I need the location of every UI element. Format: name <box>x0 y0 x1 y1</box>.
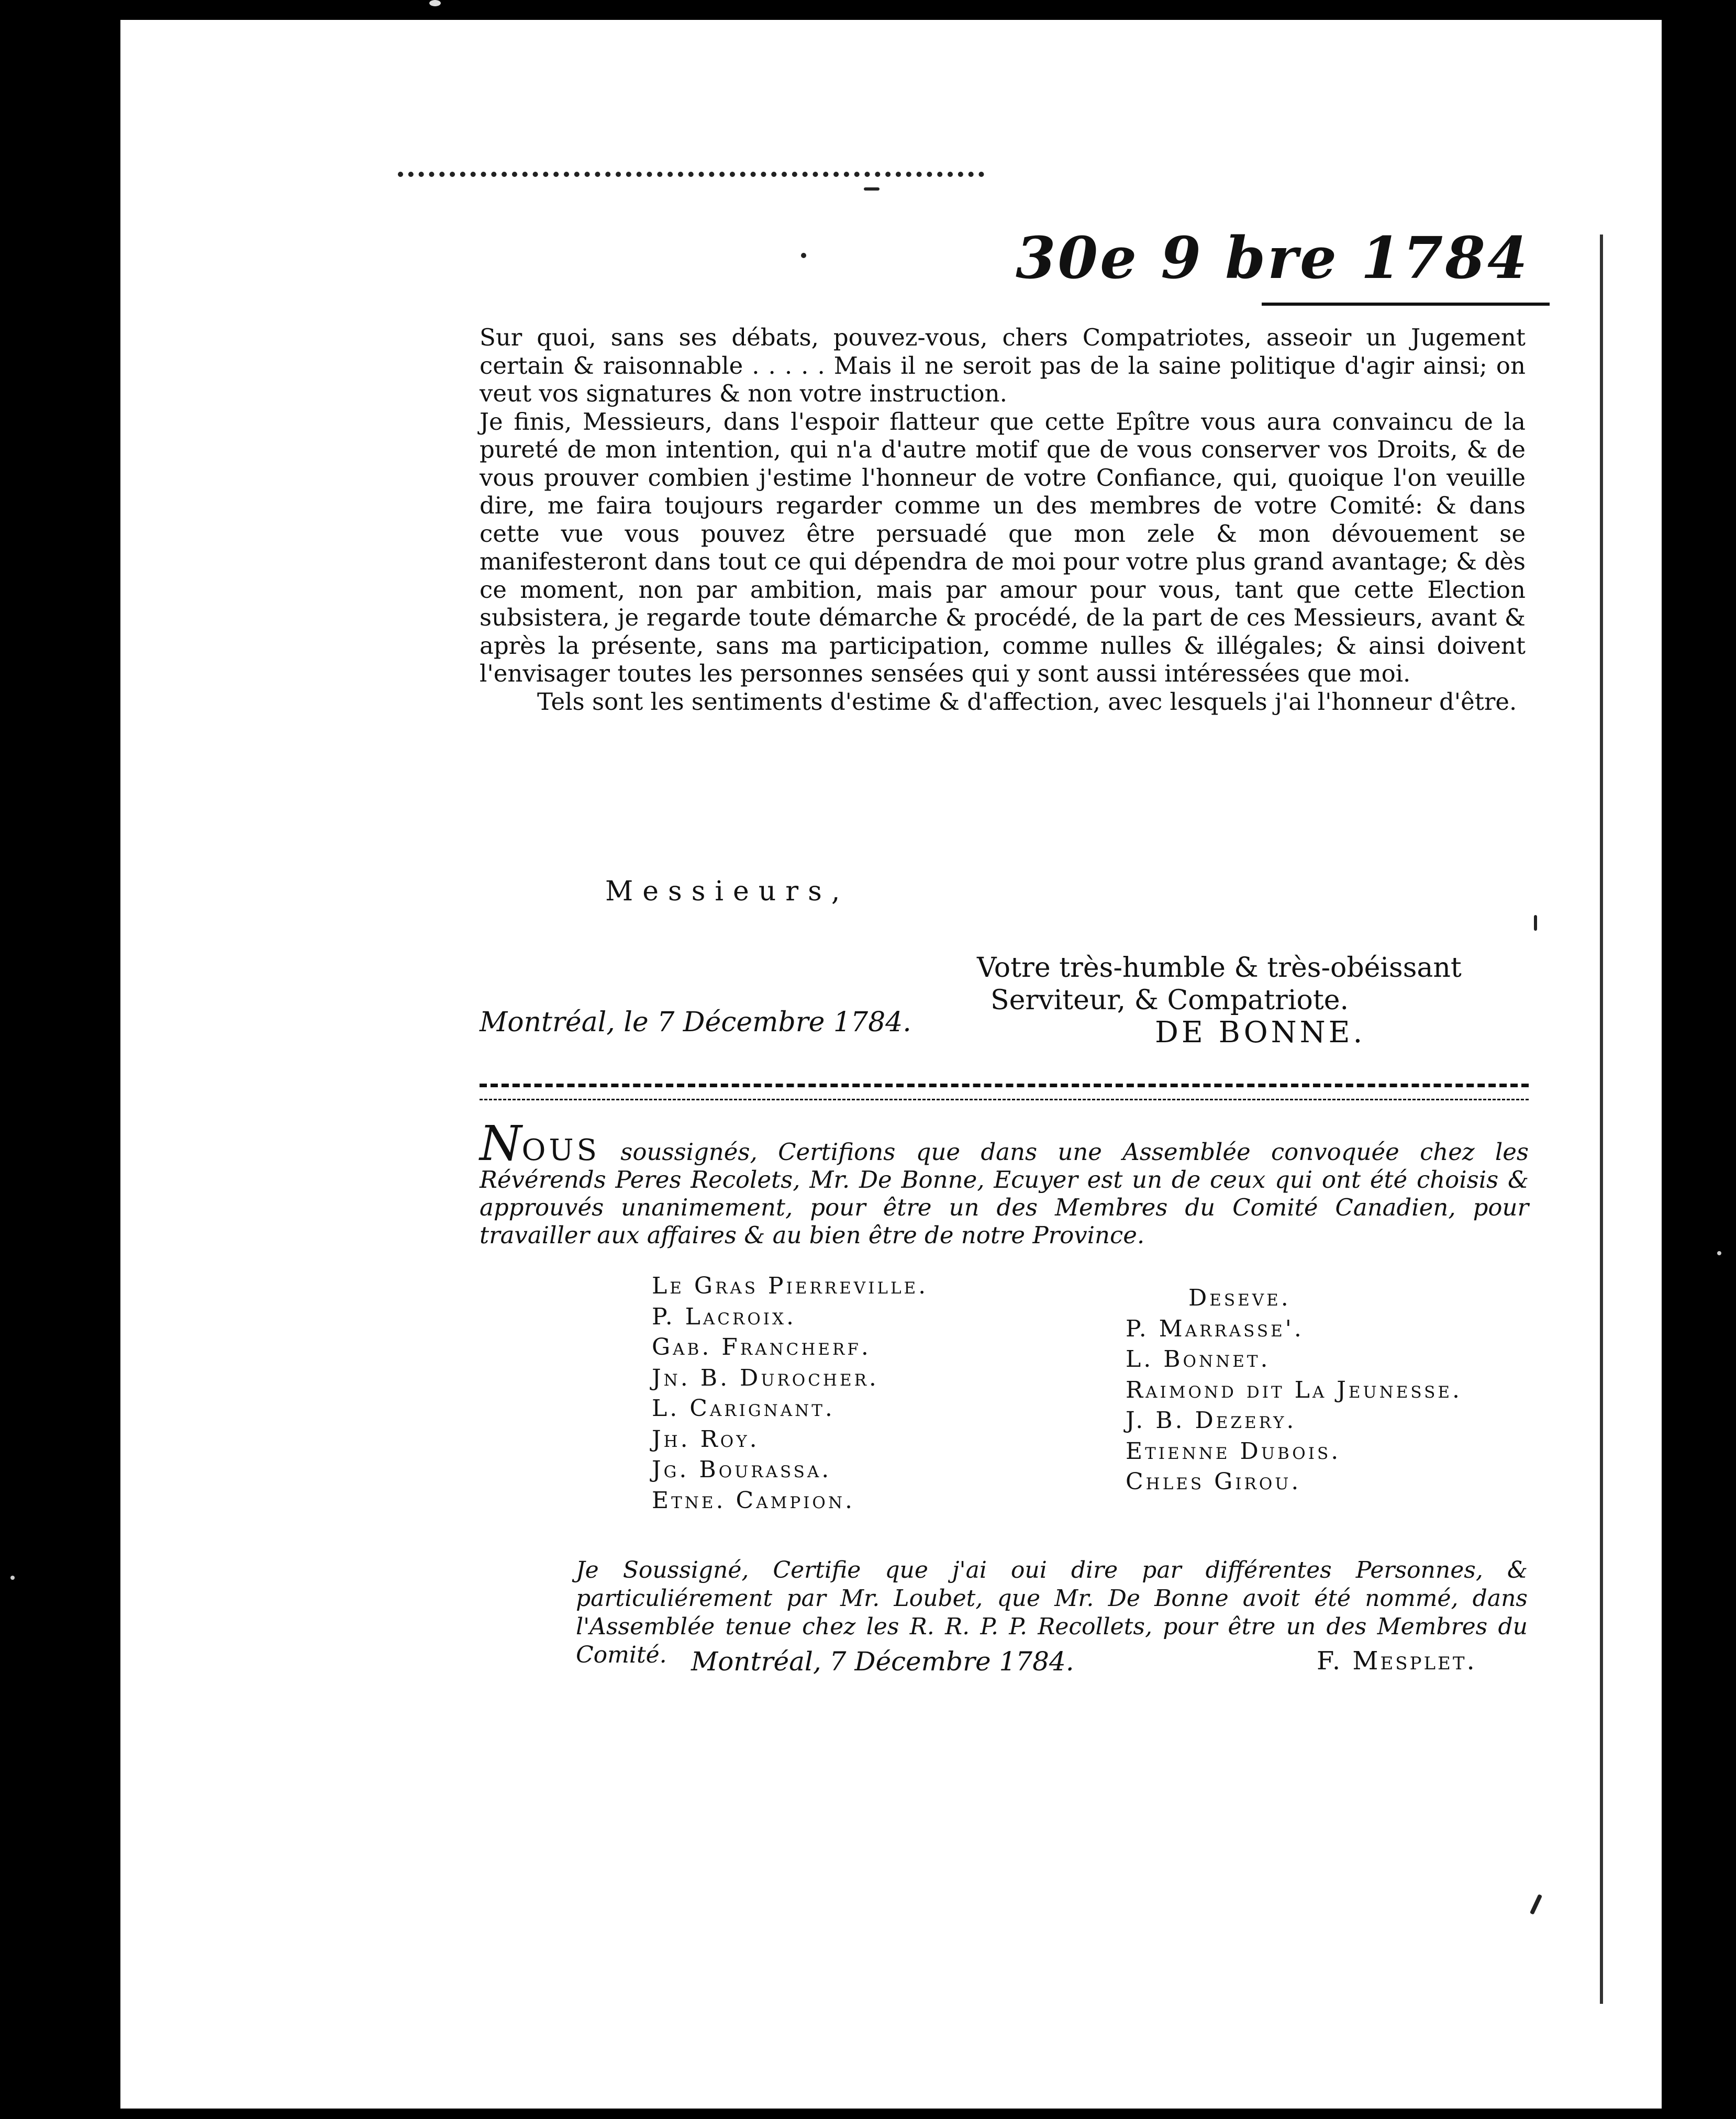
attestation-date: Montréal, 7 Décembre 1784. <box>691 1646 1074 1677</box>
signatory-name: Jg. Bourassa. <box>652 1456 832 1483</box>
drop-cap: N <box>480 1116 522 1172</box>
signatory-name: L. Bonnet. <box>1126 1346 1271 1373</box>
signatory-name: L. Carignant. <box>652 1395 835 1422</box>
signatory-name: Le Gras Pierreville. <box>652 1273 929 1299</box>
edge-speck <box>429 0 441 6</box>
signatory-name: P. Marrasse'. <box>1126 1315 1304 1342</box>
signatory-name: Raimond dit La Jeunesse. <box>1126 1376 1462 1403</box>
letter-date: Montréal, le 7 Décembre 1784. <box>480 1007 911 1038</box>
top-printed-rule <box>398 172 984 177</box>
ink-speck <box>1534 915 1537 931</box>
ink-speck <box>1530 1894 1542 1915</box>
letter-body <box>480 324 1526 716</box>
signatory-name: P. Lacroix. <box>652 1303 797 1330</box>
signatory-name: Etienne Dubois. <box>1126 1437 1341 1465</box>
letter-paragraph: Je finis, Messieurs, dans l'espoir flatteur que cette Epître vous aura convaincu de la pureté de mon intention, qui n'a d'autre motif que de vous conserver vos Droits, & de vous prouver combien j'estime l'honneur de votre Confiance, qui, quoique l'on veuille dire, me faira toujours regarder comme un des membres de votre Comité: & dans cette vue vous pouvez être persuadé que mon zele & mon dévouement se manifesteront dans tout ce qui dépendra de moi pour votre plus grand avantage; & dès ce moment, non par ambition, mais par amour pour vous, tant que cette Election subsistera, je regarde toute démarche & procédé, de la part de ces Messieurs, avant & après la présente, sans ma participation, comme nulles & illégales; & ainsi doivent l'envisager toutes les personnes sensées qui y sont aussi intéressées que moi. <box>480 407 1526 687</box>
signatory-name: J. B. Dezery. <box>1126 1407 1297 1434</box>
closing-block <box>977 952 1527 1049</box>
margin-rule <box>1600 235 1603 2004</box>
signatory-name: Etne. Campion. <box>652 1487 855 1514</box>
document-page <box>120 20 1662 2109</box>
attestation-signature: F. Mesplet. <box>1317 1646 1477 1676</box>
attestation-text: Je Soussigné, Certifie que j'ai oui dire par différentes Personnes, & particuliérement par Mr. Loubet, que Mr. De Bonne avoit été nommé, dans l'Assemblée tenue chez les R. R. P. P. Recollets, pour être un des Membres du Comité. <box>576 1557 1528 1668</box>
handwritten-underline <box>1262 303 1550 306</box>
edge-speck <box>1717 1251 1721 1255</box>
drop-cap-rest: OUS <box>521 1133 600 1167</box>
certificate-text <box>480 1116 1529 1249</box>
closing-line: Serviteur, & Compatriote. <box>991 985 1349 1016</box>
signatories-left <box>652 1271 928 1516</box>
certificate-body: soussignés, Certifions que dans une Assemblée convoquée chez les Révérends Peres Recolets, Mr. De Bonne, Ecuyer est un de ceux qui ont été choisis & approuvés unanimement, pour être un des Membres du Comité Canadien, pour travailler aux affaires & au bien être de notre Province. <box>480 1138 1529 1249</box>
signatories-right <box>1126 1283 1462 1498</box>
letter-paragraph: Tels sont les sentiments d'estime & d'affection, avec lesquels j'ai l'honneur d'être. <box>537 687 1517 716</box>
handwritten-date-annotation: 30e 9 bre 1784 <box>1016 224 1530 292</box>
signatory-name: Jh. Roy. <box>652 1425 760 1453</box>
ink-speck <box>864 187 880 191</box>
salutation: Messieurs, <box>605 876 850 907</box>
closing-line: Votre très-humble & très-obéissant <box>977 952 1462 984</box>
edge-speck <box>10 1576 15 1580</box>
letter-paragraph: Sur quoi, sans ses débats, pouvez-vous, chers Compatriotes, asseoir un Jugement certain & raisonnable . . . . . Mais il ne seroit pas de la saine politique d'agir ainsi; on veut vos signatures & non votre instruction. <box>480 324 1526 407</box>
signature: DE BONNE. <box>1155 1016 1366 1050</box>
ink-speck <box>801 253 806 258</box>
signatory-name: Chles Girou. <box>1126 1468 1301 1495</box>
section-divider <box>480 1084 1529 1100</box>
signatory-name: Gab. Francherf. <box>652 1334 871 1360</box>
signatory-name: Deseve. <box>1188 1285 1291 1311</box>
signatory-name: Jn. B. Durocher. <box>652 1364 879 1391</box>
